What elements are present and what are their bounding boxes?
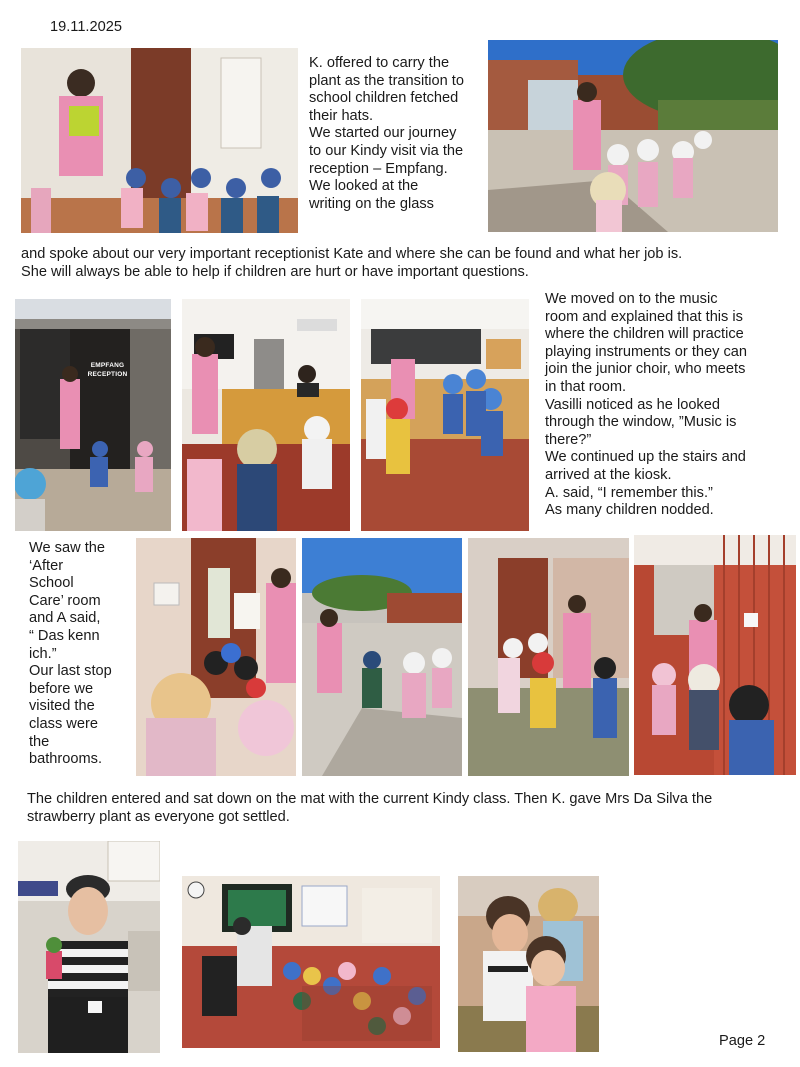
sign-empfang: EMPFANG bbox=[90, 362, 125, 369]
photo-after-school-care-room bbox=[136, 538, 296, 776]
paragraph-4: We saw the ‘After School Care’ room and A said, “ Das kenn ich.” Our last stop before we visited the class were the bathrooms. bbox=[29, 540, 112, 768]
photo-kindy-class-on-mat bbox=[182, 876, 440, 1048]
sign-reception: RECEPTION bbox=[87, 371, 128, 378]
photo-music-room-window bbox=[361, 299, 529, 531]
photo-bathrooms-corridor bbox=[468, 538, 629, 776]
photo-walking-to-reception bbox=[488, 40, 778, 232]
photo-children-sitting-closeup bbox=[458, 876, 599, 1052]
photo-reception-desk bbox=[182, 299, 350, 531]
photo-red-building-exit bbox=[634, 535, 796, 775]
photo-teacher-with-strawberry-plant bbox=[18, 841, 160, 1053]
date-label: 19.11.2025 bbox=[50, 19, 122, 35]
paragraph-5: The children entered and sat down on the mat with the current Kindy class. Then K. gave Mrs Da Silva the strawberry plant as everyone got settled. bbox=[27, 791, 713, 825]
paragraph-1: K. offered to carry the plant as the transition to school children fetched their hats. We started our journey to our Kindy visit via the reception – Empfang. We looked at the writing on the glass bbox=[309, 55, 464, 212]
photo-walking-courtyard bbox=[302, 538, 462, 776]
paragraph-2: and spoke about our very important receptionist Kate and where she can be found and what her job is. She will always be able to help if children are hurt or have important questions. bbox=[21, 246, 683, 280]
photo-empfang-reception-glass bbox=[15, 299, 171, 531]
page-number: Page 2 bbox=[719, 1033, 766, 1049]
paragraph-3: We moved on to the music room and explained that this is where the children will practice playing instruments or they can join the junior choir, who meets in that room. Vasilli noticed as he looked through the window, ”Music is there?” We continued up the stairs and arrived at the kiosk. A. said, “I remember this.” As many children nodded. bbox=[545, 291, 747, 519]
photo-children-fetching-hats bbox=[21, 48, 298, 233]
